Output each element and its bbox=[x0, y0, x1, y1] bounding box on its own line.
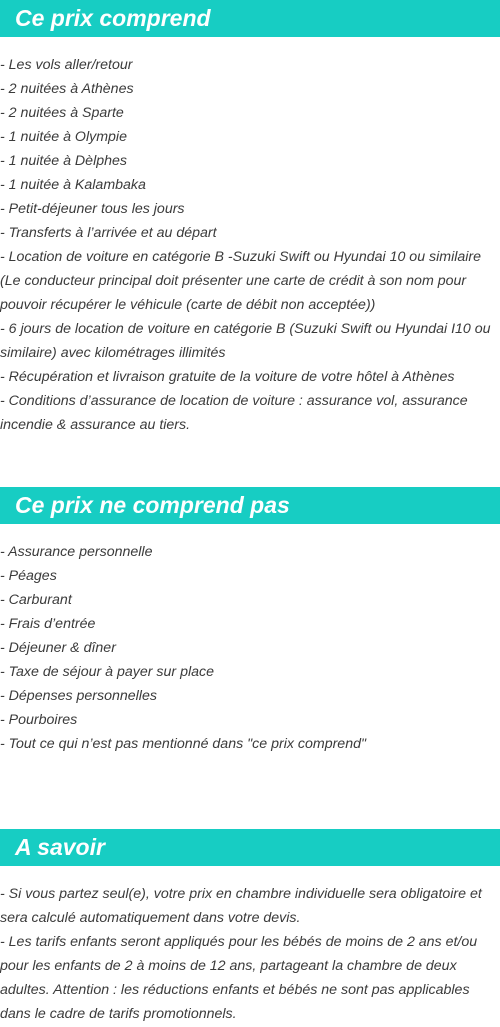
included-section-title: Ce prix comprend bbox=[0, 0, 500, 37]
good-to-know-section-title: A savoir bbox=[0, 829, 500, 866]
included-section bbox=[0, 0, 500, 437]
list-item: - Conditions d’assurance de location de voiture : assurance vol, assurance incendie & assurance au tiers. bbox=[0, 393, 468, 433]
good-to-know-section bbox=[0, 829, 500, 1026]
good-to-know-list bbox=[0, 882, 500, 1026]
list-item: - Les vols aller/retour bbox=[0, 57, 133, 73]
list-item: - Les tarifs enfants seront appliqués pour les bébés de moins de 2 ans et/ou pour les enfants de 2 à moins de 12 ans, partageant la chambre de deux adultes. Attention : les réductions enfants et bébés ne sont pas applicables dans le cadre de tarifs promotionnels. bbox=[0, 934, 478, 1022]
list-item: - 1 nuitée à Dèlphes bbox=[0, 153, 127, 169]
list-item: - 1 nuitée à Kalambaka bbox=[0, 177, 146, 193]
list-item: - Pourboires bbox=[0, 712, 78, 728]
list-item: - Péages bbox=[0, 568, 57, 584]
excluded-section-title: Ce prix ne comprend pas bbox=[0, 487, 500, 524]
list-item: - Récupération et livraison gratuite de la voiture de votre hôtel à Athènes bbox=[0, 369, 455, 385]
list-item: - Frais d’entrée bbox=[0, 616, 96, 632]
list-item: - Assurance personnelle bbox=[0, 544, 153, 560]
excluded-section bbox=[0, 487, 500, 756]
list-item: - Tout ce qui n’est pas mentionné dans "ce prix comprend" bbox=[0, 736, 367, 752]
excluded-list bbox=[0, 540, 500, 756]
list-item: - 6 jours de location de voiture en catégorie B (Suzuki Swift ou Hyundai I10 ou similaire) avec kilométrages illimités bbox=[0, 321, 491, 361]
list-item: - Petit-déjeuner tous les jours bbox=[0, 201, 185, 217]
list-item: - 2 nuitées à Athènes bbox=[0, 81, 134, 97]
list-item: - Location de voiture en catégorie B -Suzuki Swift ou Hyundai 10 ou similaire (Le conducteur principal doit présenter une carte de crédit à son nom pour pouvoir récupérer le véhicule (carte de débit non acceptée)) bbox=[0, 249, 482, 313]
list-item: - 2 nuitées à Sparte bbox=[0, 105, 124, 121]
included-list bbox=[0, 53, 500, 437]
list-item: - Transferts à l’arrivée et au départ bbox=[0, 225, 217, 241]
list-item: - Si vous partez seul(e), votre prix en chambre individuelle sera obligatoire et sera calculé automatiquement dans votre devis. bbox=[0, 886, 482, 926]
list-item: - Taxe de séjour à payer sur place bbox=[0, 664, 214, 680]
list-item: - Déjeuner & dîner bbox=[0, 640, 116, 656]
list-item: - 1 nuitée à Olympie bbox=[0, 129, 127, 145]
list-item: - Dépenses personnelles bbox=[0, 688, 157, 704]
list-item: - Carburant bbox=[0, 592, 72, 608]
